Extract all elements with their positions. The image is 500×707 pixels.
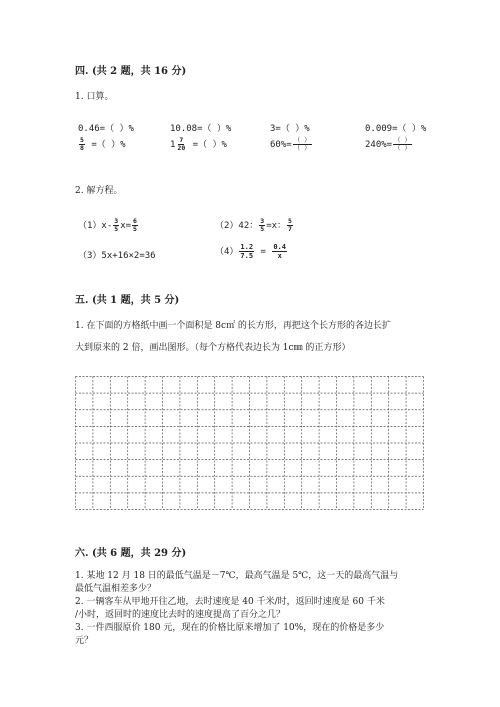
word-problem-line-4: /小时，返回时的速度比去时的速度提高了百分之几？: [75, 610, 286, 620]
question-1-label: 1. 口算。: [75, 92, 114, 102]
fraction: $\frac{5}{7}$: [288, 217, 292, 233]
fraction: $\frac{7}{20}$: [177, 136, 186, 152]
word-problem-line-1: 1. 某地 12 月 18 日的最低气温是－7℃，最高气温是 5℃，这一天的最高气温与: [75, 571, 399, 581]
word-problem-line-3: 2. 一辆客车从甲地开往乙地，去时速度是 40 千米/时，返回时速度是 60 千米: [75, 597, 385, 607]
word-problem-line-5: 3. 一件西服原价 180 元，现在的价格比原来增加了 10%，现在的价格是多少: [75, 623, 385, 633]
fraction: $\frac{6}{5}$: [133, 217, 137, 233]
oral-calc-item-5: $\frac{5}{8}$ =（ ）%: [80, 136, 126, 152]
fraction: $\frac{0.4}{x}$: [273, 243, 286, 260]
equation-4: （4） $\frac{1.2}{7.5}$ = $\frac{0.4}{x}$: [215, 243, 286, 260]
oral-calc-item-2: 10.08=（ ）%: [170, 124, 232, 134]
oral-calc-item-3: 3=（ ）%: [270, 124, 310, 134]
equation-3: （3）5x+16×2=36: [78, 251, 156, 261]
oral-calc-item-6: 1 $\frac{7}{20}$ =（ ）%: [170, 136, 227, 152]
oral-calc-item-8: 240%= $\frac{( )}{( )}$: [365, 136, 412, 152]
word-problem-line-6: 元？: [75, 636, 94, 646]
fraction: $\frac{3}{5}$: [114, 217, 119, 233]
square-grid-paper[interactable]: [75, 376, 424, 510]
fraction: $\frac{3}{5}$: [260, 217, 265, 233]
question-2-label: 2. 解方程。: [75, 186, 123, 196]
fraction: $\frac{5}{8}$: [80, 136, 84, 152]
fraction: $\frac{( )}{( )}$: [293, 136, 311, 152]
oral-calc-item-7: 60%= $\frac{( )}{( )}$: [270, 136, 311, 152]
fraction: $\frac{( )}{( )}$: [394, 136, 412, 152]
section-4-title: 四. (共 2 题，共 16 分): [75, 66, 187, 77]
section-5-title: 五. (共 1 题，共 5 分): [75, 295, 180, 306]
fraction: $\frac{1.2}{7.5}$: [240, 243, 254, 260]
equation-2: （2）42： $\frac{3}{5}$ =x： $\frac{5}{7}$: [215, 217, 292, 233]
oral-calc-item-1: 0.46=（ ）%: [78, 124, 134, 134]
oral-calc-item-4: 0.009=（ ）%: [365, 124, 427, 134]
question-text-line-2: 大到原来的 2 倍，画出图形。（每个方格代表边长为 1c㎜ 的正方形）: [75, 343, 351, 353]
equation-1: （1）x- $\frac{3}{5}$ x= $\frac{6}{5}$: [78, 217, 137, 233]
section-6-title: 六. (共 6 题，共 29 分): [75, 548, 187, 559]
word-problem-line-2: 最低气温相差多少？: [75, 584, 157, 594]
question-text-line-1: 1. 在下面的方格纸中画一个面积是 8c㎡ 的长方形，再把这个长方形的各边长扩: [75, 321, 391, 331]
grid-lines: [75, 376, 424, 510]
